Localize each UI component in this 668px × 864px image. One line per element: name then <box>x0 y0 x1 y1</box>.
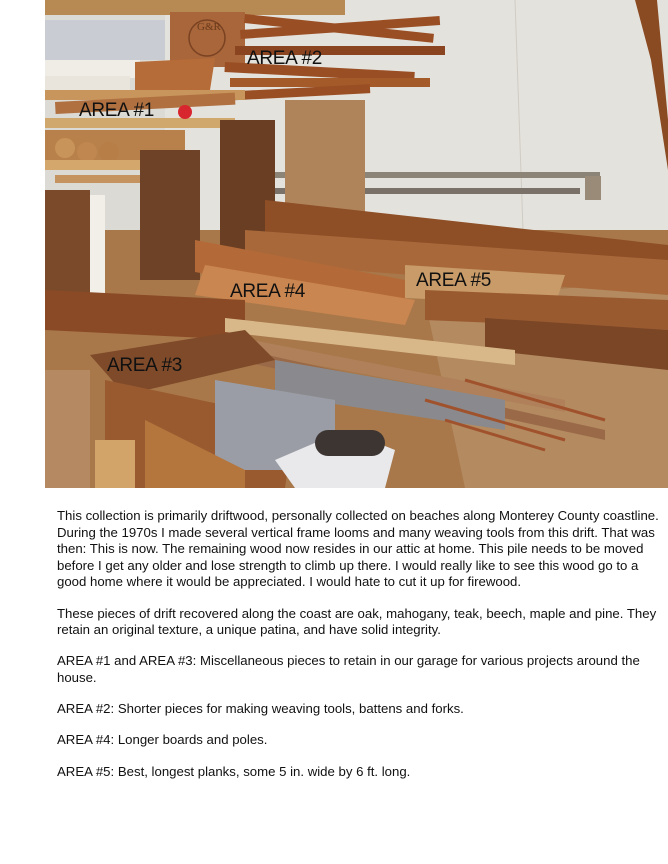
area-1-3-paragraph: AREA #1 and AREA #3: Miscellaneous pieces to retain in our garage for various projects around the house. <box>57 653 640 685</box>
area-2-paragraph: AREA #2: Shorter pieces for making weaving tools, battens and forks. <box>57 701 464 717</box>
box-stamp: G&R <box>197 21 221 33</box>
area-5-label: AREA #5 <box>416 270 492 291</box>
wood-types-paragraph: These pieces of drift recovered along the coast are oak, mahogany, teak, beech, maple and pine. They retain an original texture, a unique patina, and have solid integrity. <box>57 605 657 638</box>
area-5-paragraph: AREA #5: Best, longest planks, some 5 in. wide by 6 ft. long. <box>57 763 411 779</box>
area-1-label: AREA #1 <box>79 100 155 121</box>
area-4-paragraph: AREA #4: Longer boards and poles. <box>57 732 268 748</box>
driftwood-photo-art <box>45 0 668 488</box>
intro-paragraph: This collection is primarily driftwood, personally collected on beaches along Monterey County coastline. During the 1970s I made several vertical frame looms and many weaving tools from this drift. That was then: This is now. The remaining wood now resides in our attic at home. This pile needs to be moved before I get any older and lose strength to climb up there. I would really like to see this wood go to a good home where it would be appreciated. I would hate to cut it up for firewood. <box>57 508 659 590</box>
description-text <box>57 508 663 795</box>
area-3-label: AREA #3 <box>107 355 183 376</box>
area-2-label: AREA #2 <box>247 48 323 69</box>
area-4-label: AREA #4 <box>230 281 306 302</box>
driftwood-photo <box>45 0 668 488</box>
